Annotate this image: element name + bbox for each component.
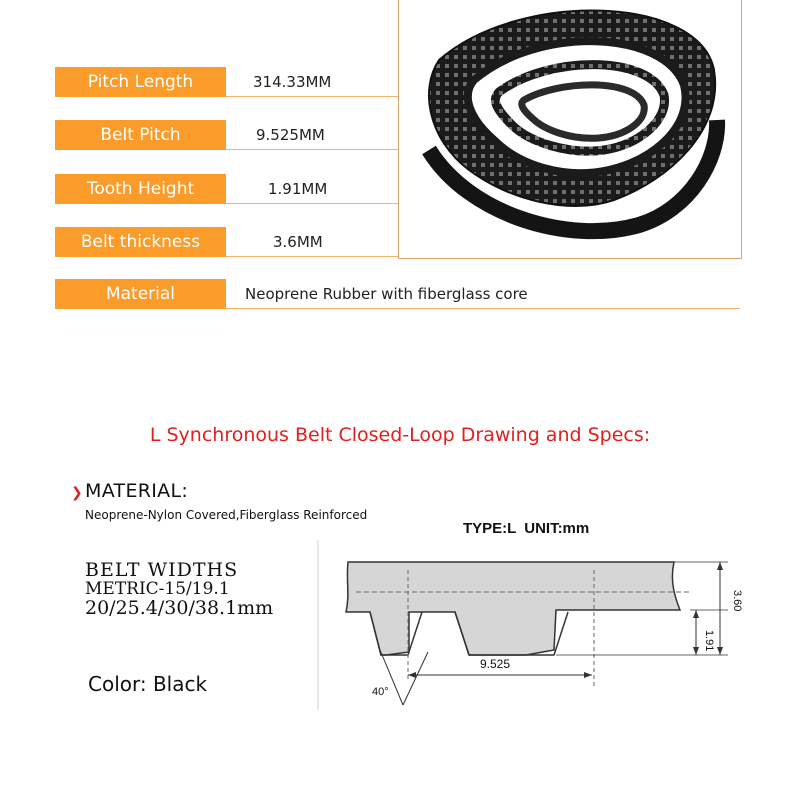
material-heading: [71, 480, 188, 502]
thickness-label: 3.60: [731, 590, 743, 612]
type-unit-label: TYPE:L UNIT:mm: [463, 520, 590, 537]
belt-widths-heading: BELT WIDTHS: [85, 559, 239, 581]
belt-widths-metric: METRIC-15/19.1: [85, 579, 230, 599]
pitch-dimension-label: 9.525: [480, 657, 511, 671]
spec-label: Material: [55, 279, 226, 309]
divider: [226, 203, 398, 204]
belt-profile-drawing: [300, 540, 770, 720]
material-description: Neoprene-Nylon Covered,Fiberglass Reinforced: [85, 508, 368, 522]
divider: [226, 149, 398, 150]
spec-value: 3.6MM: [273, 233, 323, 251]
belt-color: Color: Black: [88, 672, 208, 696]
divider: [226, 256, 398, 257]
product-photo-frame: [398, 0, 742, 259]
divider: [226, 308, 740, 309]
material-heading-text: MATERIAL:: [85, 480, 189, 502]
tooth-height-label: 1.91: [703, 630, 715, 652]
spec-value: 9.525MM: [256, 126, 325, 144]
drawing-title: L Synchronous Belt Closed-Loop Drawing and Specs:: [149, 424, 651, 446]
belt-widths: [85, 561, 273, 618]
divider: [226, 96, 398, 97]
spec-value: 1.91MM: [268, 180, 328, 198]
spec-label: Belt Pitch: [55, 120, 226, 150]
spec-value: Neoprene Rubber with fiberglass core: [245, 285, 528, 303]
belt-widths-values: 20/25.4/30/38.1mm: [85, 597, 274, 619]
spec-label: Tooth Height: [55, 174, 226, 204]
angle-line: [403, 652, 428, 705]
spec-label: Belt thickness: [55, 227, 226, 257]
spec-label: Pitch Length: [55, 67, 226, 97]
spec-value: 314.33MM: [253, 73, 332, 91]
angle-dimension-label: 40°: [372, 686, 389, 698]
spec-row-material: [55, 279, 740, 309]
timing-belt-photo: [399, 0, 741, 258]
belt-profile: [346, 562, 680, 655]
chevron-right-icon: ❯: [71, 485, 84, 501]
